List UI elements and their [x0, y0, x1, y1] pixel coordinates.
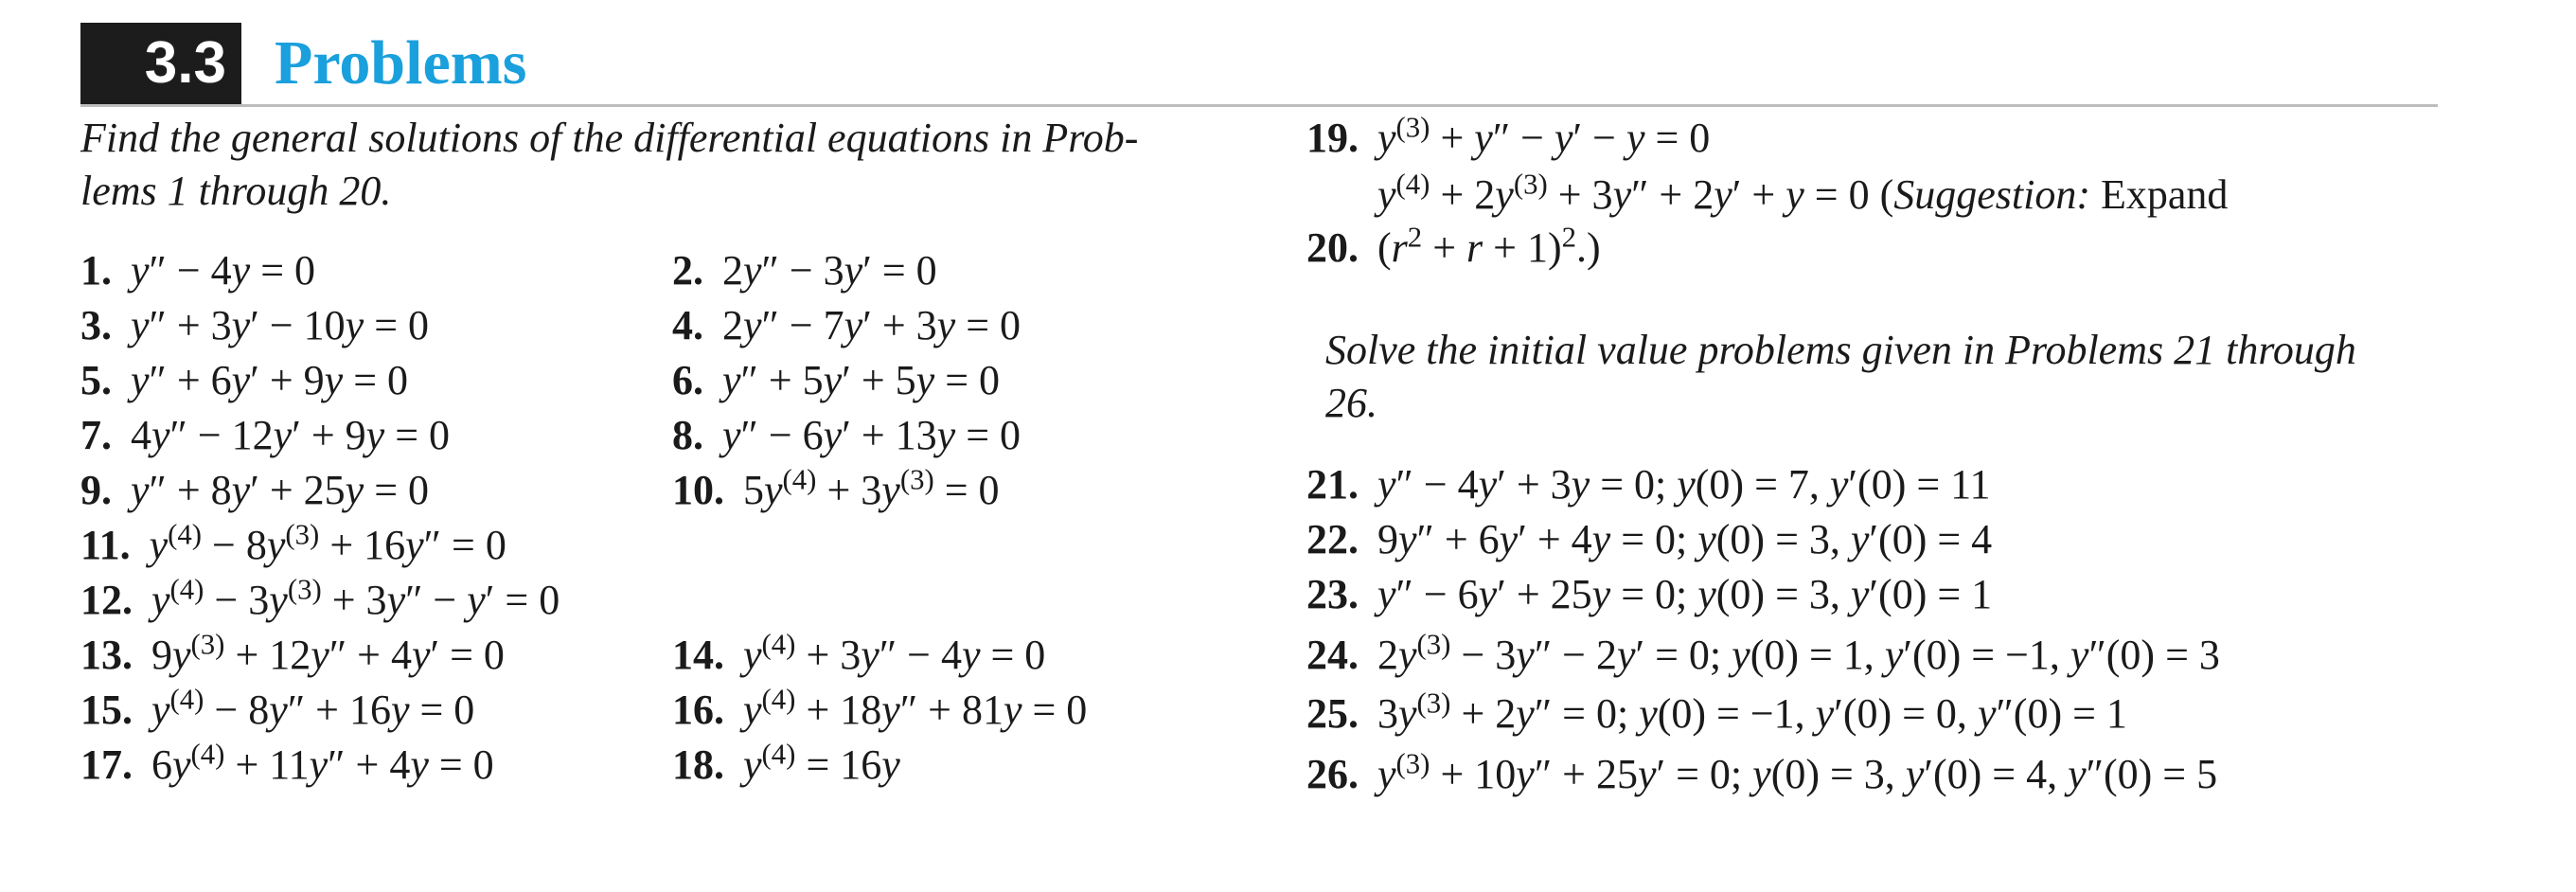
problem-11	[80, 519, 506, 572]
problem-18	[672, 739, 900, 792]
problem-number: 11.	[80, 522, 131, 568]
problem-25	[1306, 687, 2127, 740]
problem-8	[672, 409, 1021, 462]
problem-5	[80, 354, 408, 407]
problem-number: 24.	[1306, 632, 1359, 678]
problem-number: 17.	[80, 741, 133, 788]
problem-equation: $y^{(3)} + y'' - y' - y = 0$	[1377, 111, 1711, 161]
problem-16	[672, 684, 1087, 737]
problem-15	[80, 684, 474, 737]
problem-equation: $y^{(4)} + 2y^{(3)} + 3y'' + 2y' + y = 0$ (Suggestion: Expand $(r^2 + r + 1)^2$.)	[1377, 168, 2229, 271]
problem-14	[672, 629, 1045, 682]
problem-number: 9.	[80, 467, 112, 513]
problem-equation: y″ − 4y′ + 3y = 0; y(0) = 7, y′(0) = 11	[1377, 461, 1991, 508]
problem-equation: 2y″ − 3y′ = 0	[722, 247, 937, 294]
problem-1	[80, 244, 315, 297]
section-header	[80, 23, 2438, 104]
section-number: 3.3	[80, 23, 241, 104]
problem-equation: y″ + 6y′ + 9y = 0	[131, 357, 409, 403]
header-rule	[80, 104, 2438, 107]
problem-equation: y″ + 3y′ − 10y = 0	[131, 302, 430, 348]
problem-number: 13.	[80, 632, 133, 678]
problem-number: 5.	[80, 357, 112, 403]
problem-equation: $y^{(4)} + 3y'' - 4y = 0$	[743, 628, 1046, 678]
problem-equation: $3y^{(3)} + 2y'' = 0$; y(0) = −1, y′(0) = 0, y″(0) = 1	[1377, 687, 2127, 737]
problem-number: 26.	[1306, 751, 1359, 797]
problem-equation: $y^{(4)} + 18y'' + 81y = 0$	[743, 683, 1088, 733]
problem-equation: $6y^{(4)} + 11y'' + 4y = 0$	[151, 738, 494, 788]
problem-number: 3.	[80, 302, 112, 348]
problem-number: 19.	[1306, 115, 1359, 161]
problem-number: 8.	[672, 412, 703, 458]
problem-equation: y″ + 5y′ + 5y = 0	[722, 357, 1001, 403]
problem-equation: $y^{(4)} = 16y$	[743, 738, 900, 788]
problem-number: 10.	[672, 467, 724, 513]
problem-equation: y″ − 6y′ + 25y = 0; y(0) = 3, y′(0) = 1	[1377, 571, 1993, 617]
problem-number: 6.	[672, 357, 703, 403]
problem-7	[80, 409, 450, 462]
problem-10	[672, 464, 1000, 517]
problem-number: 20.	[1306, 224, 1359, 271]
problem-equation: y″ − 6y′ + 13y = 0	[722, 412, 1022, 458]
problem-equation: $y^{(4)} - 3y^{(3)} + 3y'' - y' = 0$	[151, 573, 560, 623]
problem-20	[1306, 169, 2228, 275]
problem-equation: 9y″ + 6y′ + 4y = 0; y(0) = 3, y′(0) = 4	[1377, 516, 1993, 562]
section-title: Problems	[275, 28, 527, 98]
problem-number: 15.	[80, 687, 133, 733]
problem-number: 14.	[672, 632, 724, 678]
problem-equation: $y^{(4)} - 8y'' + 16y = 0$	[151, 683, 475, 733]
problem-2	[672, 244, 937, 297]
intro-left: Find the general solutions of the differential equations in Prob- lems 1 through 20.	[80, 115, 1139, 214]
problem-21	[1306, 458, 1991, 511]
problem-17	[80, 739, 494, 792]
problem-equation: $y^{(4)} - 8y^{(3)} + 16y'' = 0$	[149, 518, 506, 568]
problem-12	[80, 574, 560, 627]
problem-6	[672, 354, 1000, 407]
problem-23	[1306, 568, 1992, 621]
problem-number: 21.	[1306, 461, 1359, 508]
problem-19	[1306, 112, 1710, 165]
problem-24	[1306, 629, 2220, 682]
problem-number: 1.	[80, 247, 112, 294]
problem-equation: 4y″ − 12y′ + 9y = 0	[131, 412, 451, 458]
problem-9	[80, 464, 429, 517]
problem-number: 12.	[80, 577, 133, 623]
problem-number: 4.	[672, 302, 703, 348]
problem-26	[1306, 748, 2217, 801]
problem-equation: $2y^{(3)} - 3y'' - 2y' = 0$; y(0) = 1, y′(0) = −1, y″(0) = 3	[1377, 628, 2220, 678]
problem-equation: y″ − 4y = 0	[131, 247, 316, 294]
problem-4	[672, 299, 1021, 352]
problem-number: 16.	[672, 687, 724, 733]
problem-equation: $5y^{(4)} + 3y^{(3)} = 0$	[743, 463, 1000, 513]
problem-equation: 2y″ − 7y′ + 3y = 0	[722, 302, 1022, 348]
problem-equation: $y^{(3)} + 10y'' + 25y' = 0$; y(0) = 3, y′(0) = 4, y″(0) = 5	[1377, 747, 2218, 797]
problem-22	[1306, 513, 1992, 566]
problem-number: 25.	[1306, 690, 1359, 737]
problem-number: 18.	[672, 741, 724, 788]
problem-number: 22.	[1306, 516, 1359, 562]
problem-3	[80, 299, 429, 352]
problem-equation: y″ + 8y′ + 25y = 0	[131, 467, 430, 513]
intro-right: Solve the initial value problems given in Problems 21 through 26.	[1325, 327, 2356, 426]
problem-number: 2.	[672, 247, 703, 294]
problem-number: 7.	[80, 412, 112, 458]
problem-number: 23.	[1306, 571, 1359, 617]
problem-equation: $9y^{(3)} + 12y'' + 4y' = 0$	[151, 628, 505, 678]
problem-13	[80, 629, 505, 682]
